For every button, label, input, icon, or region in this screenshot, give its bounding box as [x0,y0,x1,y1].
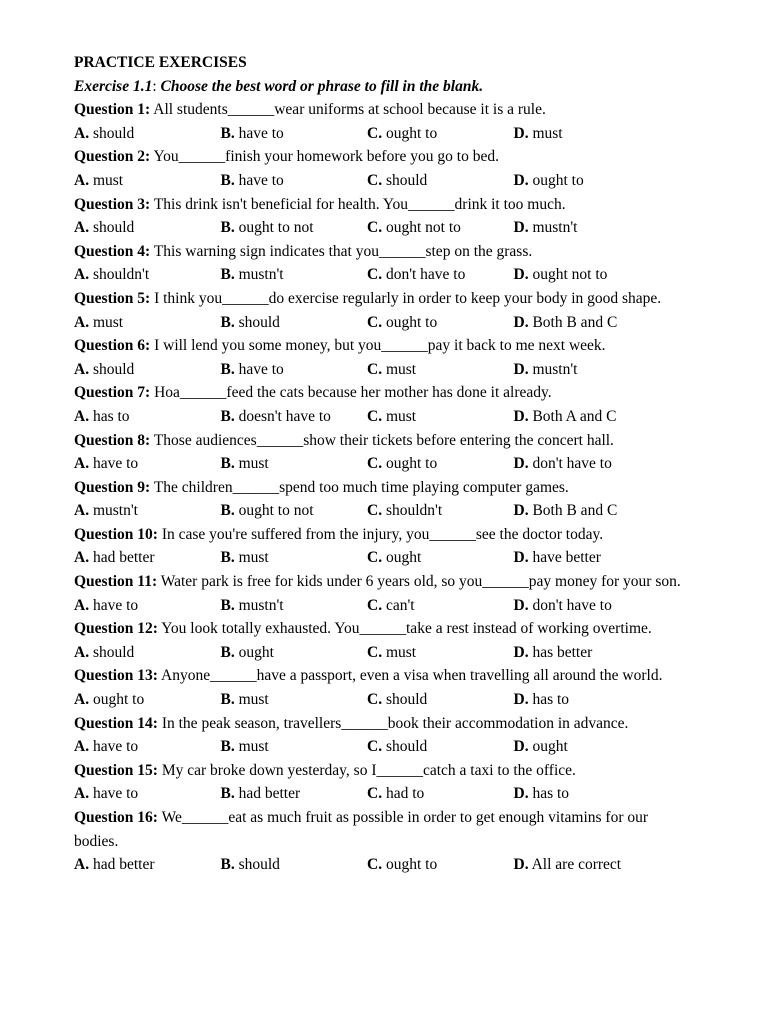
exercise-header [74,75,694,99]
answer-option-letter: D. [513,738,529,756]
answer-option [514,311,661,335]
answer-option-text: can't [385,596,415,614]
answer-option-text: have to [92,738,139,756]
exercise-separator: : [152,77,161,95]
question-4 [74,240,694,264]
answer-option-text: should [238,313,280,331]
answer-option-text: must [238,691,269,709]
question-label: Question 4: [74,242,151,260]
question-label: Question 3: [74,195,151,213]
answer-option-letter: A. [74,549,90,567]
answer-option [367,546,514,570]
answer-option-letter: A. [74,738,90,756]
question-text: You look totally exhausted. You______take a rest instead of working overtime. [161,620,652,638]
answer-option-letter: B. [220,691,235,709]
answer-option-text: must [385,643,417,661]
answer-option-letter: A. [74,360,90,378]
answer-option-text: must [238,738,269,756]
answer-option-text: should [385,691,428,709]
answer-option [74,546,221,570]
question-14-options [74,735,694,759]
answer-option-text: should [92,643,135,661]
answer-option-text: must [385,407,417,425]
answer-option-letter: D. [513,643,529,661]
answer-option-text: have to [238,171,284,189]
answer-option-letter: D. [513,407,529,425]
answer-option-letter: C. [367,407,383,425]
answer-option-text: has better [532,643,593,661]
answer-option [74,782,221,806]
answer-option-letter: D. [513,596,529,614]
answer-option [367,216,514,240]
answer-option-letter: A. [74,596,90,614]
answer-option-letter: C. [367,171,383,189]
answer-option-text: have to [92,596,139,614]
answer-option [74,853,221,877]
answer-option-letter: C. [367,785,383,803]
question-6 [74,334,694,358]
answer-option [221,452,368,476]
answer-option-text: don't have to [532,455,612,473]
question-label: Question 14: [74,714,158,732]
question-16 [74,806,694,853]
question-text: This drink isn't beneficial for health. You______drink it too much. [153,195,566,213]
answer-option [514,216,661,240]
answer-option-letter: B. [220,313,235,331]
answer-option-letter: B. [220,360,235,378]
question-label: Question 12: [74,620,158,638]
answer-option [514,735,661,759]
page-heading: PRACTICE EXERCISES [74,54,247,71]
answer-option [74,405,221,429]
answer-option-letter: C. [367,360,383,378]
answer-option-letter: C. [367,502,383,520]
answer-option-text: ought not to [532,266,608,284]
question-15-options [74,782,694,806]
question-label: Question 13: [74,667,158,685]
question-1 [74,98,694,122]
answer-option-text: mustn't [238,266,284,284]
answer-option [74,641,221,665]
answer-option-text: ought to [92,691,145,709]
answer-option-letter: C. [367,738,383,756]
answer-option [367,358,514,382]
answer-option-text: have to [238,124,284,142]
question-1-options [74,122,694,146]
answer-option-letter: B. [220,643,235,661]
answer-option-letter: A. [74,856,90,874]
answer-option-letter: D. [513,219,529,237]
answer-option [74,358,221,382]
answer-option [221,853,368,877]
question-label: Question 6: [74,337,151,355]
answer-option [74,499,221,523]
answer-option-letter: C. [367,124,383,142]
answer-option [514,358,661,382]
answer-option-letter: D. [513,266,529,284]
answer-option-text: had better [92,856,155,874]
question-10-options [74,546,694,570]
answer-option-text: must [92,313,124,331]
answer-option-text: must [532,124,563,142]
answer-option-letter: B. [220,502,235,520]
answer-option-text: has to [532,785,570,803]
answer-option [514,641,661,665]
answer-option-letter: B. [220,455,235,473]
answer-option-text: ought to [532,171,584,189]
answer-option [367,122,514,146]
question-3 [74,193,694,217]
answer-option-letter: A. [74,219,90,237]
answer-option-letter: A. [74,313,90,331]
answer-option [367,452,514,476]
answer-option-letter: B. [220,266,235,284]
answer-option [74,122,221,146]
answer-option-text: All are correct [531,856,622,874]
answer-option-text: mustn't [532,360,578,378]
answer-option-text: have to [92,455,139,473]
answer-option-text: have to [92,785,139,803]
answer-option-letter: B. [220,407,235,425]
answer-option-letter: A. [74,407,90,425]
answer-option-text: don't have to [532,596,612,614]
answer-option-letter: A. [74,643,90,661]
answer-option [367,735,514,759]
answer-option [221,405,368,429]
question-10 [74,523,694,547]
question-label: Question 1: [74,101,151,119]
answer-option-text: shouldn't [385,502,443,520]
answer-option-text: ought to [385,313,438,331]
question-label: Question 8: [74,431,151,449]
answer-option-text: Both B and C [532,313,618,331]
answer-option [367,594,514,618]
answer-option-letter: C. [367,643,383,661]
question-15 [74,759,694,783]
answer-option [367,405,514,429]
question-text: You______finish your homework before you go to bed. [153,148,499,166]
answer-option-text: mustn't [92,502,138,520]
answer-option [74,216,221,240]
answer-option-text: has to [92,407,130,425]
question-label: Question 16: [74,809,158,826]
answer-option-text: ought to not [238,219,314,237]
answer-option-text: should [92,124,135,142]
answer-option-letter: A. [74,124,90,142]
answer-option-letter: C. [367,596,383,614]
answer-option [221,546,368,570]
answer-option [514,263,661,287]
answer-option [367,169,514,193]
answer-option [221,122,368,146]
answer-option [514,546,661,570]
answer-option-text: must [238,549,269,567]
answer-option-letter: D. [513,124,529,142]
answer-option [514,122,661,146]
answer-option [221,782,368,806]
answer-option-letter: A. [74,691,90,709]
question-text: I will lend you some money, but you______pay it back to me next week. [154,337,606,355]
answer-option-letter: B. [220,219,235,237]
question-2-options [74,169,694,193]
answer-option-text: should [385,171,428,189]
answer-option [221,688,368,712]
question-text: Anyone______have a passport, even a visa when travelling all around the world. [161,667,663,685]
exercise-instruction: Choose the best word or phrase to fill in the blank. [160,77,484,95]
question-label: Question 7: [74,384,151,402]
question-13-options [74,688,694,712]
answer-option [367,499,514,523]
answer-option [367,263,514,287]
question-11 [74,570,694,594]
answer-option [514,688,661,712]
answer-option-text: ought [385,549,422,567]
answer-option [221,263,368,287]
answer-option-text: have better [532,549,601,567]
question-text: Those audiences______show their tickets before entering the concert hall. [153,431,614,449]
question-label: Question 10: [74,525,158,543]
answer-option [74,594,221,618]
answer-option [514,169,661,193]
answer-option [221,169,368,193]
answer-option-letter: C. [367,219,383,237]
answer-option-text: Both B and C [532,502,618,520]
answer-option-letter: B. [220,171,235,189]
question-3-options [74,216,694,240]
answer-option [74,735,221,759]
question-8-options [74,452,694,476]
question-text: I think you______do exercise regularly in order to keep your body in good shape. [154,289,662,307]
question-5 [74,287,694,311]
answer-option [221,499,368,523]
answer-option-letter: B. [220,124,235,142]
answer-option-text: ought to not [238,502,314,520]
question-list [74,98,694,877]
exercise-label: Exercise 1.1 [74,77,153,95]
answer-option-letter: C. [367,313,383,331]
answer-option [74,169,221,193]
answer-option-letter: B. [220,785,235,803]
question-9 [74,476,694,500]
answer-option-text: had to [385,785,425,803]
answer-option-letter: B. [220,596,235,614]
answer-option [74,452,221,476]
question-4-options [74,263,694,287]
answer-option [221,216,368,240]
question-text: In the peak season, travellers______book their accommodation in advance. [161,714,629,732]
answer-option-text: have to [238,360,284,378]
answer-option-letter: A. [74,455,90,473]
question-9-options [74,499,694,523]
answer-option-letter: D. [513,691,529,709]
question-11-options [74,594,694,618]
answer-option-text: should [385,738,428,756]
answer-option [74,688,221,712]
answer-option-text: ought [238,643,274,661]
question-text: In case you're suffered from the injury, you______see the doctor today. [161,525,604,543]
answer-option [514,499,661,523]
answer-option-text: had better [238,785,301,803]
answer-option [221,735,368,759]
answer-option-letter: D. [513,455,529,473]
question-text: The children______spend too much time playing computer games. [153,478,569,496]
answer-option-letter: A. [74,785,90,803]
question-text: All students______wear uniforms at school because it is a rule. [153,101,546,119]
answer-option [514,452,661,476]
answer-option-text: doesn't have to [238,407,331,425]
answer-option-text: must [238,455,269,473]
answer-option-letter: B. [220,856,235,874]
answer-option-letter: D. [513,856,529,874]
answer-option-text: must [385,360,417,378]
answer-option [514,594,661,618]
answer-option-text: mustn't [238,596,284,614]
question-label: Question 5: [74,289,151,307]
answer-option [367,641,514,665]
question-5-options [74,311,694,335]
answer-option [221,594,368,618]
answer-option [221,641,368,665]
answer-option [221,358,368,382]
answer-option-letter: A. [74,171,90,189]
answer-option-letter: C. [367,266,383,284]
answer-option-text: should [92,219,135,237]
answer-option [221,311,368,335]
answer-option [74,263,221,287]
answer-option-text: mustn't [532,219,578,237]
answer-option-letter: B. [220,549,235,567]
answer-option [367,853,514,877]
question-label: Question 9: [74,478,151,496]
answer-option [514,782,661,806]
answer-option-text: ought [532,738,568,756]
answer-option-text: ought not to [385,219,461,237]
answer-option-letter: D. [513,171,529,189]
answer-option-text: don't have to [385,266,466,284]
answer-option-letter: D. [513,360,529,378]
answer-option-text: Both A and C [532,407,617,425]
answer-option [514,853,661,877]
question-12-options [74,641,694,665]
question-13 [74,664,694,688]
answer-option [367,311,514,335]
answer-option-text: should [238,856,280,874]
answer-option [74,311,221,335]
answer-option-text: ought to [385,856,438,874]
answer-option [367,782,514,806]
question-text: Water park is free for kids under 6 years old, so you______pay money for your son. [160,573,681,591]
answer-option-letter: D. [513,785,529,803]
answer-option-text: should [92,360,135,378]
answer-option-text: had better [92,549,155,567]
answer-option-letter: C. [367,856,383,874]
answer-option-letter: C. [367,691,383,709]
question-label: Question 2: [74,148,151,166]
question-label: Question 15: [74,761,158,779]
question-16-options [74,853,694,877]
answer-option-letter: C. [367,455,383,473]
question-2 [74,145,694,169]
question-text: Hoa______feed the cats because her mother has done it already. [154,384,552,402]
question-8 [74,429,694,453]
question-12 [74,617,694,641]
answer-option-letter: B. [220,738,235,756]
answer-option-text: has to [532,691,570,709]
question-text: This warning sign indicates that you______step on the grass. [153,242,533,260]
answer-option-letter: D. [513,549,529,567]
question-14 [74,712,694,736]
answer-option-text: ought to [385,455,438,473]
answer-option-letter: D. [513,502,529,520]
question-7-options [74,405,694,429]
question-6-options [74,358,694,382]
answer-option-text: must [92,171,124,189]
question-text: We______eat as much fruit as possible in order to get enough vitamins for our bodies. [74,809,649,850]
answer-option-text: shouldn't [92,266,150,284]
question-7 [74,381,694,405]
question-label: Question 11: [74,573,158,591]
question-text: My car broke down yesterday, so I______catch a taxi to the office. [161,761,576,779]
answer-option [514,405,661,429]
answer-option-letter: A. [74,502,90,520]
answer-option-letter: A. [74,266,90,284]
answer-option-letter: D. [513,313,529,331]
answer-option [367,688,514,712]
answer-option-letter: C. [367,549,383,567]
answer-option-text: ought to [385,124,438,142]
